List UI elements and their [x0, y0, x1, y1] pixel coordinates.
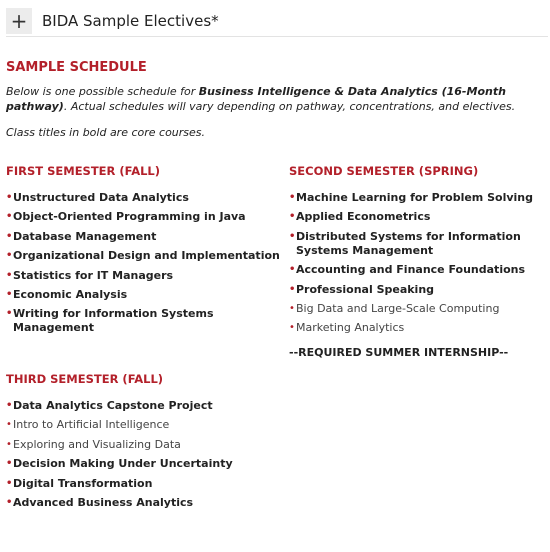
- course-item: • Accounting and Finance Foundations: [289, 263, 550, 277]
- core-courses-note: Class titles in bold are core courses.: [6, 126, 206, 139]
- course-item: • Advanced Business Analytics: [6, 496, 548, 510]
- course-item: • Intro to Artificial Intelligence: [6, 418, 548, 432]
- schedule-content: [6, 60, 548, 515]
- course-item: • Statistics for IT Managers: [6, 269, 282, 283]
- course-item: • Professional Speaking: [289, 283, 550, 297]
- schedule-intro: [6, 84, 548, 114]
- course-item: • Database Management: [6, 230, 282, 244]
- accordion-header[interactable]: [6, 6, 548, 37]
- semester-columns: [6, 164, 548, 372]
- course-item: • Digital Transformation: [6, 477, 548, 491]
- second-semester-heading: SECOND SEMESTER (SPRING): [289, 164, 479, 178]
- second-semester-course-list: [289, 191, 550, 335]
- course-item: • Exploring and Visualizing Data: [6, 438, 548, 452]
- course-item: • Machine Learning for Problem Solving: [289, 191, 550, 205]
- expand-plus-icon[interactable]: +: [6, 8, 32, 34]
- course-item: • Applied Econometrics: [289, 210, 550, 224]
- first-semester-heading: FIRST SEMESTER (FALL): [6, 164, 161, 178]
- course-item: • Organizational Design and Implementation: [6, 249, 282, 263]
- intro-program-name: Business Intelligence & Data Analytics (16-Month pathway): [6, 85, 506, 113]
- course-item: • Economic Analysis: [6, 288, 282, 302]
- sample-schedule-heading: SAMPLE SCHEDULE: [6, 60, 147, 75]
- course-item: • Object-Oriented Programming in Java: [6, 210, 282, 224]
- course-item: • Unstructured Data Analytics: [6, 191, 282, 205]
- course-item: • Data Analytics Capstone Project: [6, 399, 548, 413]
- intro-suffix: . Actual schedules will vary depending on pathway, concentrations, and electives.: [63, 100, 516, 113]
- intro-prefix: Below is one possible schedule for: [6, 85, 199, 98]
- third-semester-course-list: [6, 399, 548, 510]
- course-item: • Writing for Information Systems Management: [6, 307, 282, 335]
- course-item: • Marketing Analytics: [289, 321, 550, 335]
- first-semester-course-list: [6, 191, 282, 335]
- summer-internship-note: --REQUIRED SUMMER INTERNSHIP--: [289, 346, 509, 360]
- third-semester-heading: THIRD SEMESTER (FALL): [6, 372, 164, 386]
- accordion-title[interactable]: BIDA Sample Electives*: [42, 12, 219, 30]
- second-semester: [289, 164, 550, 359]
- course-item: • Distributed Systems for Information Systems Management: [289, 230, 550, 258]
- course-item: • Big Data and Large-Scale Computing: [289, 302, 550, 316]
- course-item: • Decision Making Under Uncertainty: [6, 457, 548, 471]
- first-semester: [6, 164, 282, 341]
- third-semester: [6, 372, 548, 510]
